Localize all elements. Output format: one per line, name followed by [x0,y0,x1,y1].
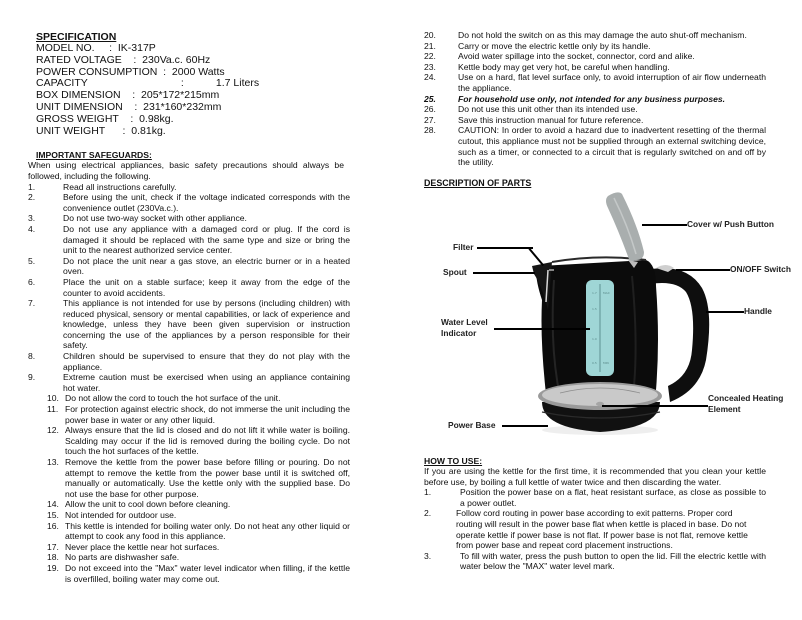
list-item: 5. Do not place the unit near a gas stove, an electric burner or in a heated oven. [28,255,350,277]
spec-model: MODEL NO. : IK-317P [36,42,156,54]
list-item: 15. Not intended for outdoor use. [47,509,177,520]
svg-text:1.0: 1.0 [592,337,597,341]
list-item: 20. Do not hold the switch on as this may damage the auto shut-off mechanism. [424,30,747,40]
label-spout: Spout [443,267,467,277]
list-item: 6. Place the unit on a stable surface; keep it away from the edge of the counter to avoid accidents. [28,276,350,298]
list-item: 19. Do not exceed into the "Max" water level indicator when filling, if the kettle is overfilled, boiling water may come out. [47,562,350,584]
list-item: 27. Save this instruction manual for future reference. [424,114,644,125]
switch-leader [676,269,730,271]
label-heating-element: Concealed Heating Element [708,393,784,414]
safeguards-heading: IMPORTANT SAFEGUARDS: [36,150,152,161]
list-item: 2. Before using the unit, check if the voltage indicated corresponds with the convenience outlet (230Va.c.). [28,192,350,213]
label-power-base: Power Base [448,420,496,430]
spec-unit-dimension: UNIT DIMENSION : 231*160*232mm [36,100,222,113]
specification-heading: SPECIFICATION [36,31,117,43]
svg-text:0.5: 0.5 [592,361,597,365]
spec-gross-weight: GROSS WEIGHT : 0.98kg. [36,112,174,125]
svg-text:1.5: 1.5 [592,307,597,311]
list-item: 28. CAUTION: In order to avoid a hazard due to inadvertent resetting of the thermal cutout, this appliance must not be supplied through an external switching device, such as a timer, or connected to a circuit that is regularly switched on and off by the utility. [424,125,766,168]
water-level-leader [494,328,590,330]
label-on-off-switch: ON/OFF Switch [730,264,791,274]
spout-leader [473,272,535,274]
spec-voltage: RATED VOLTAGE : 230Va.c. 60Hz [36,53,211,66]
label-handle: Handle [744,306,772,316]
list-item: 4. Do not use any appliance with a damaged cord or plug. If the cord is damaged it should be replaced with the same type and size or bring the unit to the nearest authorized service center. [28,223,350,256]
how-to-use-list [424,487,766,572]
list-item: 13. Remove the kettle from the power base before filling or pouring. Do not attempt to remove the kettle from the power base until it is switched off, manually or automatically. Use the kettle only with the supplied base. Do not use the base for other purpose. [47,457,350,499]
list-item: 3. To fill with water, press the push button to open the lid. Fill the electric kettle with water below the "MAX" water level mark. [424,550,766,572]
kettle-diagram [424,190,802,440]
list-item: 26. Do not use this unit other than its intended use. [424,104,638,115]
list-item: 2. Follow cord routing in power base according to exit patterns. Proper cord routing will result in the power base flat when kettle is placed in base. Do not operate kettle if power base is not flat. If power base is not flat, remove kettle from power base and repeat cord placement instructions. [424,508,748,551]
list-item: 17. Never place the kettle near hot surfaces. [47,541,220,552]
label-cover: Cover w/ Push Button [687,219,775,229]
list-item: 11. For protection against electric shock, do not immerse the unit including the power base in water or any other liquid. [47,404,350,425]
safeguards-list-continued [424,30,766,168]
list-item: 25. For household use only, not intended for any business purposes. [424,93,726,104]
svg-text:MIN: MIN [603,361,609,365]
filter-leader [477,247,533,249]
parts-heading: DESCRIPTION OF PARTS [424,177,532,188]
how-to-use-section [424,456,766,572]
cover-leader [642,224,687,226]
safeguards-intro: When using electrical appliances, basic safety precautions should always be followed, including the following. [28,160,344,181]
list-item: 10. Do not allow the cord to touch the hot surface of the unit. [47,393,281,404]
list-item: 23. Kettle body may get very hot, be careful when handling. [424,61,670,72]
list-item: 24. Use on a hard, flat level surface only, to avoid interruption of air flow underneath the appliance. [424,72,766,93]
how-to-use-heading: HOW TO USE: [424,456,483,466]
list-item: 1. Position the power base on a flat, heat resistant surface, as close as possible to a power outlet. [424,487,766,508]
list-item: 9. Extreme caution must be exercised when using an appliance containing hot water. [28,372,350,393]
spec-capacity: CAPACITY : 1.7 Liters [36,77,260,90]
safeguards-list [28,182,350,585]
label-filter: Filter [453,242,474,252]
list-item: 16. This kettle is intended for boiling water only. Do not heat any other liquid or attempt to cook any food in this appliance. [47,520,350,542]
list-item: 12. Always ensure that the lid is closed and do not lift it while water is boiling. Scalding may occur if the lid is removed during the boiling cycle. Do not touch the hot surfaces of the kettle. [47,425,350,457]
right-column [424,30,766,188]
label-water-level: Water Level Indicator [441,317,488,338]
spec-unit-weight: UNIT WEIGHT : 0.81kg. [36,124,166,137]
heating-leader [602,405,708,407]
list-item: 18. No parts are dishwasher safe. [47,552,180,563]
power-base-leader [502,425,548,427]
how-to-use-intro: If you are using the kettle for the first time, it is recommended that you clean your kettle before use, by boiling a full kettle of water twice and then discarding the water. [424,466,766,487]
svg-text:1.7: 1.7 [592,291,597,295]
list-item: 7. This appliance is not intended for use by persons (including children) with reduced physical, sensory or mental capabilities, or lack of experience and knowledge, unless they have been given supervision or instruction concerning the use of the appliances by a person responsible for their safety. [28,298,350,351]
list-item: 3. Do not use two-way socket with other appliance. [28,213,247,224]
svg-text:MAX: MAX [603,291,610,295]
list-item: 1. Read all instructions carefully. [28,181,177,192]
safeguards-section [28,150,350,584]
list-item: 21. Carry or move the electric kettle only by its handle. [424,40,651,51]
list-item: 22. Avoid water spillage into the socket, connector, cord and alike. [424,51,695,62]
list-item: 8. Children should be supervised to ensure that they do not play with the appliance. [28,351,350,372]
specification-section [36,31,342,137]
left-column [28,31,350,584]
spec-box-dimension: BOX DIMENSION : 205*172*215mm [36,89,220,102]
list-item: 14. Allow the unit to cool down before cleaning. [47,499,231,510]
handle-leader [706,311,744,313]
spec-power: POWER CONSUMPTION : 2000 Watts [36,65,225,78]
